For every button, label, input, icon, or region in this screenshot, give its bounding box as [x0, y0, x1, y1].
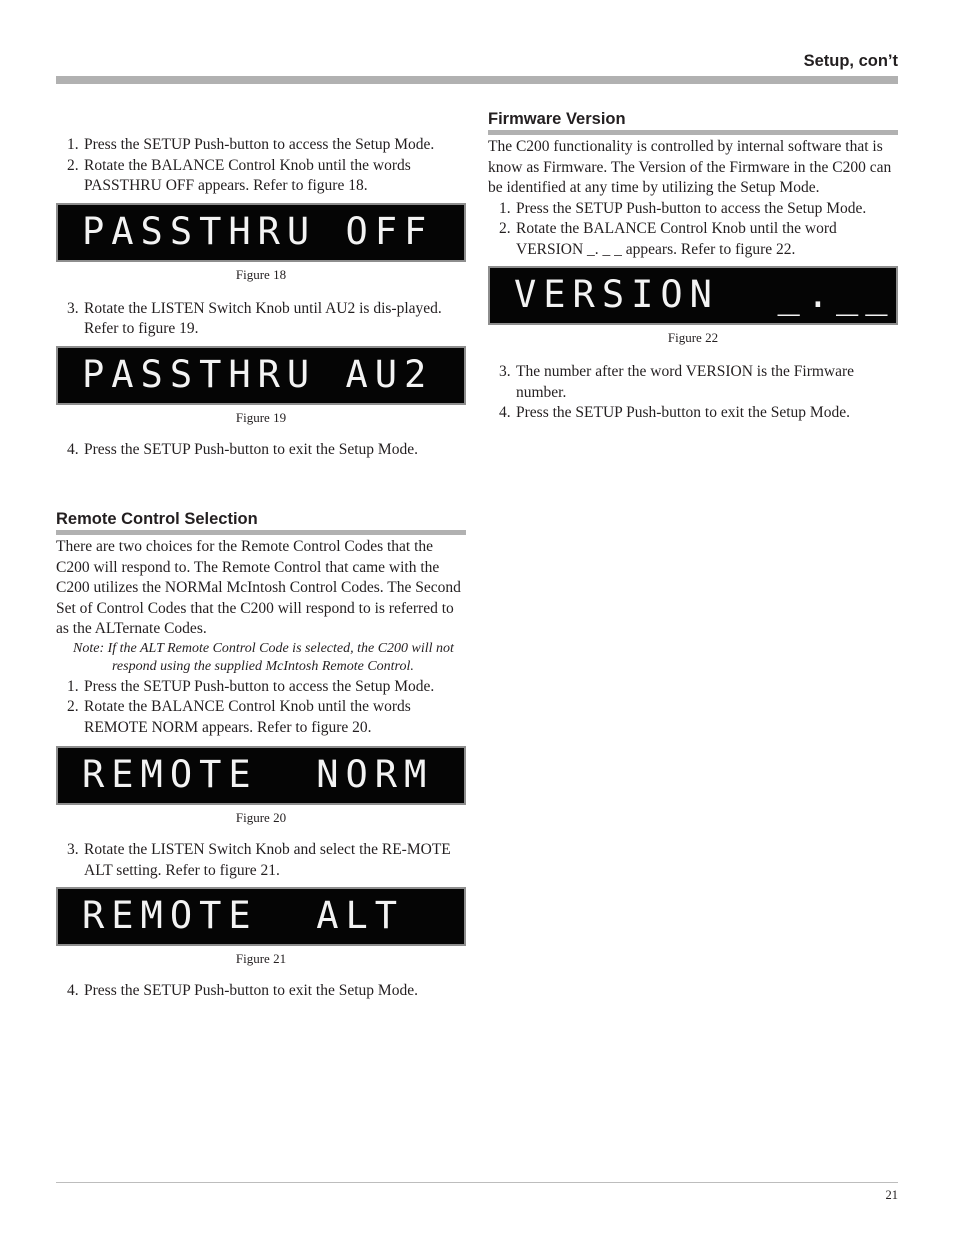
remote-step-3 [56, 840, 466, 881]
list-item: 4. Press the SETUP Push-button to exit the Setup Mode. [499, 404, 850, 421]
figure-21-display: REMOTE ALT [56, 887, 466, 946]
remote-control-intro: There are two choices for the Remote Control Codes that the C200 will respond to. The Remote Control that came with the C200 utilizes the NORMal McIntosh Control Codes. The Second Set of Control Codes that the C200 will respond to is referred to as the ALTernate Codes. [56, 538, 461, 637]
list-item: 3. Rotate the LISTEN Switch Knob and select the RE-MOTE ALT setting. Refer to figure 21. [67, 841, 451, 879]
figure-18-display: PASSTHRU OFF [56, 203, 466, 262]
list-item: 2. Rotate the BALANCE Control Knob until the word VERSION _. _ _ appears. Refer to figure 22. [499, 220, 837, 258]
remote-step-4 [56, 981, 466, 1002]
footer-rule [56, 1182, 898, 1183]
right-column [488, 110, 898, 424]
passthru-steps [56, 135, 466, 197]
list-item: 3. The number after the word VERSION is the Firmware number. [499, 363, 855, 401]
list-item: 1. Press the SETUP Push-button to access the Setup Mode. [499, 199, 867, 217]
firmware-steps-after [488, 362, 898, 424]
passthru-step-3 [56, 299, 466, 340]
header-bar [56, 76, 898, 84]
left-column [56, 135, 466, 1002]
figure-20-caption: Figure 20 [235, 810, 287, 825]
list-item: 4. Press the SETUP Push-button to exit the Setup Mode. [67, 982, 418, 999]
list-item: 3. Rotate the LISTEN Switch Knob until AU2 is dis-played. Refer to figure 19. [67, 299, 442, 337]
page-header-title: Setup, con’t [803, 52, 898, 70]
firmware-steps [488, 199, 898, 261]
list-item: 2. Rotate the BALANCE Control Knob until the words PASSTHRU OFF appears. Refer to figure 18. [67, 156, 411, 194]
firmware-intro: The C200 functionality is controlled by internal software that is know as Firmware. The Version of the Firmware in the C200 can be identified at any time by utilizing the Setup Mode. [488, 138, 892, 196]
figure-22-caption: Figure 22 [667, 330, 719, 345]
list-item: 1. Press the SETUP Push-button to access the Setup Mode. [67, 136, 435, 153]
list-item: 1. Press the SETUP Push-button to access the Setup Mode. [67, 677, 435, 695]
page-number: 21 [885, 1188, 898, 1202]
figure-20-display: REMOTE NORM [56, 746, 466, 805]
passthru-step-4 [56, 440, 466, 461]
remote-steps [56, 677, 466, 739]
figure-19-display: PASSTHRU AU2 [56, 346, 466, 405]
remote-control-note: Note: If the ALT Remote Control Code is selected, the C200 will not respond using the supplied McIntosh Remote Control. [73, 640, 454, 674]
figure-21-caption: Figure 21 [235, 951, 287, 966]
remote-control-heading: Remote Control Selection [56, 510, 466, 535]
figure-19-caption: Figure 19 [235, 409, 287, 425]
firmware-version-heading: Firmware Version [488, 110, 898, 135]
list-item: 4. Press the SETUP Push-button to exit the Setup Mode. [67, 440, 418, 458]
figure-22-display: VERSION _.__ [488, 266, 898, 325]
list-item: 2. Rotate the BALANCE Control Knob until the words REMOTE NORM appears. Refer to figure 20. [67, 698, 411, 736]
figure-18-caption: Figure 18 [235, 266, 287, 282]
